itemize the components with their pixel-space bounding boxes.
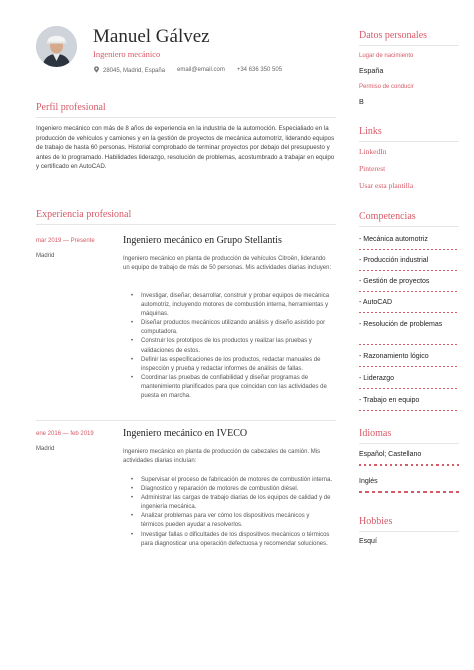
language-level-bar <box>359 491 459 493</box>
job-bullet: • Analizar problemas para ver cómo los dispositivos mecánicos y térmicos pueden ayudar a resolverlos. <box>123 512 333 530</box>
links-divider <box>359 141 459 142</box>
skill-item: - Liderazgo <box>359 375 395 382</box>
personal-heading: Datos personales <box>359 30 428 41</box>
skill-item: - Razonamiento lógico <box>359 353 429 360</box>
links-heading: Links <box>359 126 382 137</box>
map-pin-icon <box>93 66 100 73</box>
avatar <box>36 26 77 67</box>
job-description: Ingeniero mecánico en planta de producción de cabezales de camión. Mis actividades diarias incluían: <box>123 449 321 465</box>
link-linkedin[interactable]: LinkedIn <box>359 147 387 156</box>
job-bullet: • Administrar las cargas de trabajo diarias de los equipos de calidad y de ingeniería mecánica. <box>123 494 333 512</box>
skill-level-bar <box>359 312 459 313</box>
profile-divider <box>36 117 336 118</box>
job-description: Ingeniero mecánico en planta de producción de vehículos Citroën, liderando un equipo de trabajo de más de 50 personas. Mis actividades diarias incluyen: <box>123 256 332 272</box>
skill-level-bar <box>359 249 459 250</box>
job-title: Ingeniero mecánico en IVECO <box>123 428 248 439</box>
job-date: ene 2016 — feb 2019 <box>36 431 94 437</box>
languages-heading: Idiomas <box>359 428 392 439</box>
skill-item: - Resolución de problemas <box>359 321 443 328</box>
job-divider <box>36 420 336 421</box>
skill-level-bar <box>359 344 459 345</box>
personal-divider <box>359 45 459 46</box>
job-bullet: • Investigar fallas o dificultades de los dispositivos mecánicos o térmicos para diagnosticar una operación defectuosa y recomendar soluciones. <box>123 531 333 549</box>
hobbies-divider <box>359 531 459 532</box>
job-bullet: • Construir los prototipos de los productos y realizar las pruebas y validaciones de estos. <box>123 337 333 355</box>
job-bullet-list <box>123 476 333 549</box>
job-date: mar 2019 — Presente <box>36 238 95 244</box>
skill-item: - Gestión de proyectos <box>359 278 430 285</box>
license-label: Permiso de conducir <box>359 84 414 90</box>
skill-level-bar <box>359 291 459 292</box>
candidate-name: Manuel Gálvez <box>93 26 210 47</box>
profile-heading: Perfil profesional <box>36 102 106 113</box>
job-bullet: • Coordinar las pruebas de confiabilidad y diseñar programas de mantenimiento planificados para que coincidan con las actividades de puesta en marcha. <box>123 374 333 401</box>
skill-level-bar <box>359 410 459 411</box>
skill-level-bar <box>359 366 459 367</box>
skill-item: - AutoCAD <box>359 299 393 306</box>
skills-heading: Competencias <box>359 211 416 222</box>
skill-level-bar <box>359 270 459 271</box>
link-pinterest[interactable]: Pinterest <box>359 164 386 173</box>
link-use-template[interactable]: Usar esta plantilla <box>359 181 414 190</box>
job-bullet: • Diagnostico y reparación de motores de combustión diésel. <box>123 485 333 494</box>
languages-divider <box>359 443 459 444</box>
skill-item: - Mecánica automotriz <box>359 236 428 243</box>
job-bullet-list <box>123 292 333 401</box>
language-level-bar <box>359 464 459 466</box>
job-location: Madrid <box>36 446 55 452</box>
language-item: Inglés <box>359 478 378 485</box>
job-bullet: • Supervisar el proceso de fabricación de motores de combustión interna. <box>123 476 333 485</box>
skills-divider <box>359 226 459 227</box>
location-item <box>93 66 165 74</box>
profile-text: Ingeniero mecánico con más de 8 años de experiencia en la industria de la automoción. Especialiado en la producción de vehículos y camiones y en la gestión de proyectos de mecánica automotriz, liderando equipos de trabajo de hasta 60 personas. Historial comprobado de terminar proyectos por debajo del presupuesto y antes de lo programado. Habilidades liderazgo, resolución de problemas, acostumbrado a trabajar en equipo y certificado en AutoCAD. <box>36 125 335 171</box>
location-text: 28045, Madrid, España <box>103 68 166 74</box>
job-bullet: • Investigar, diseñar, desarrollar, construir y probar equipos de mecánica automotriz, incluyendo motores de combustión interna, herramientas y máquinas. <box>123 292 333 319</box>
email-text[interactable]: email@email.com <box>177 67 225 73</box>
hobbies-heading: Hobbies <box>359 516 393 527</box>
job-title: Ingeniero mecánico en Grupo Stellantis <box>123 235 282 246</box>
experience-heading: Experiencia profesional <box>36 209 132 220</box>
experience-divider <box>36 224 336 225</box>
license-value: B <box>359 97 364 106</box>
skill-item: - Producción industrial <box>359 257 429 264</box>
job-title-subtitle: Ingeniero mecánico <box>93 49 161 59</box>
hobby-item: Esquí <box>359 538 377 545</box>
job-bullet: • Diseñar productos mecánicos utilizando análisis y diseño asistido por computadora. <box>123 319 333 337</box>
phone-text: +34 636 350 505 <box>236 67 283 73</box>
resume-header <box>36 24 336 80</box>
contact-line <box>93 66 282 74</box>
birthplace-value: España <box>359 66 384 75</box>
skill-level-bar <box>359 388 459 389</box>
job-location: Madrid <box>36 253 55 259</box>
skill-item: - Trabajo en equipo <box>359 397 420 404</box>
birthplace-label: Lugar de nacimiento <box>359 53 414 59</box>
job-bullet: • Definir las especificaciones de los productos, redactar manuales de inspección y prueba y redactar informes de análisis de fallas. <box>123 356 333 374</box>
language-item: Español; Castellano <box>359 451 422 458</box>
